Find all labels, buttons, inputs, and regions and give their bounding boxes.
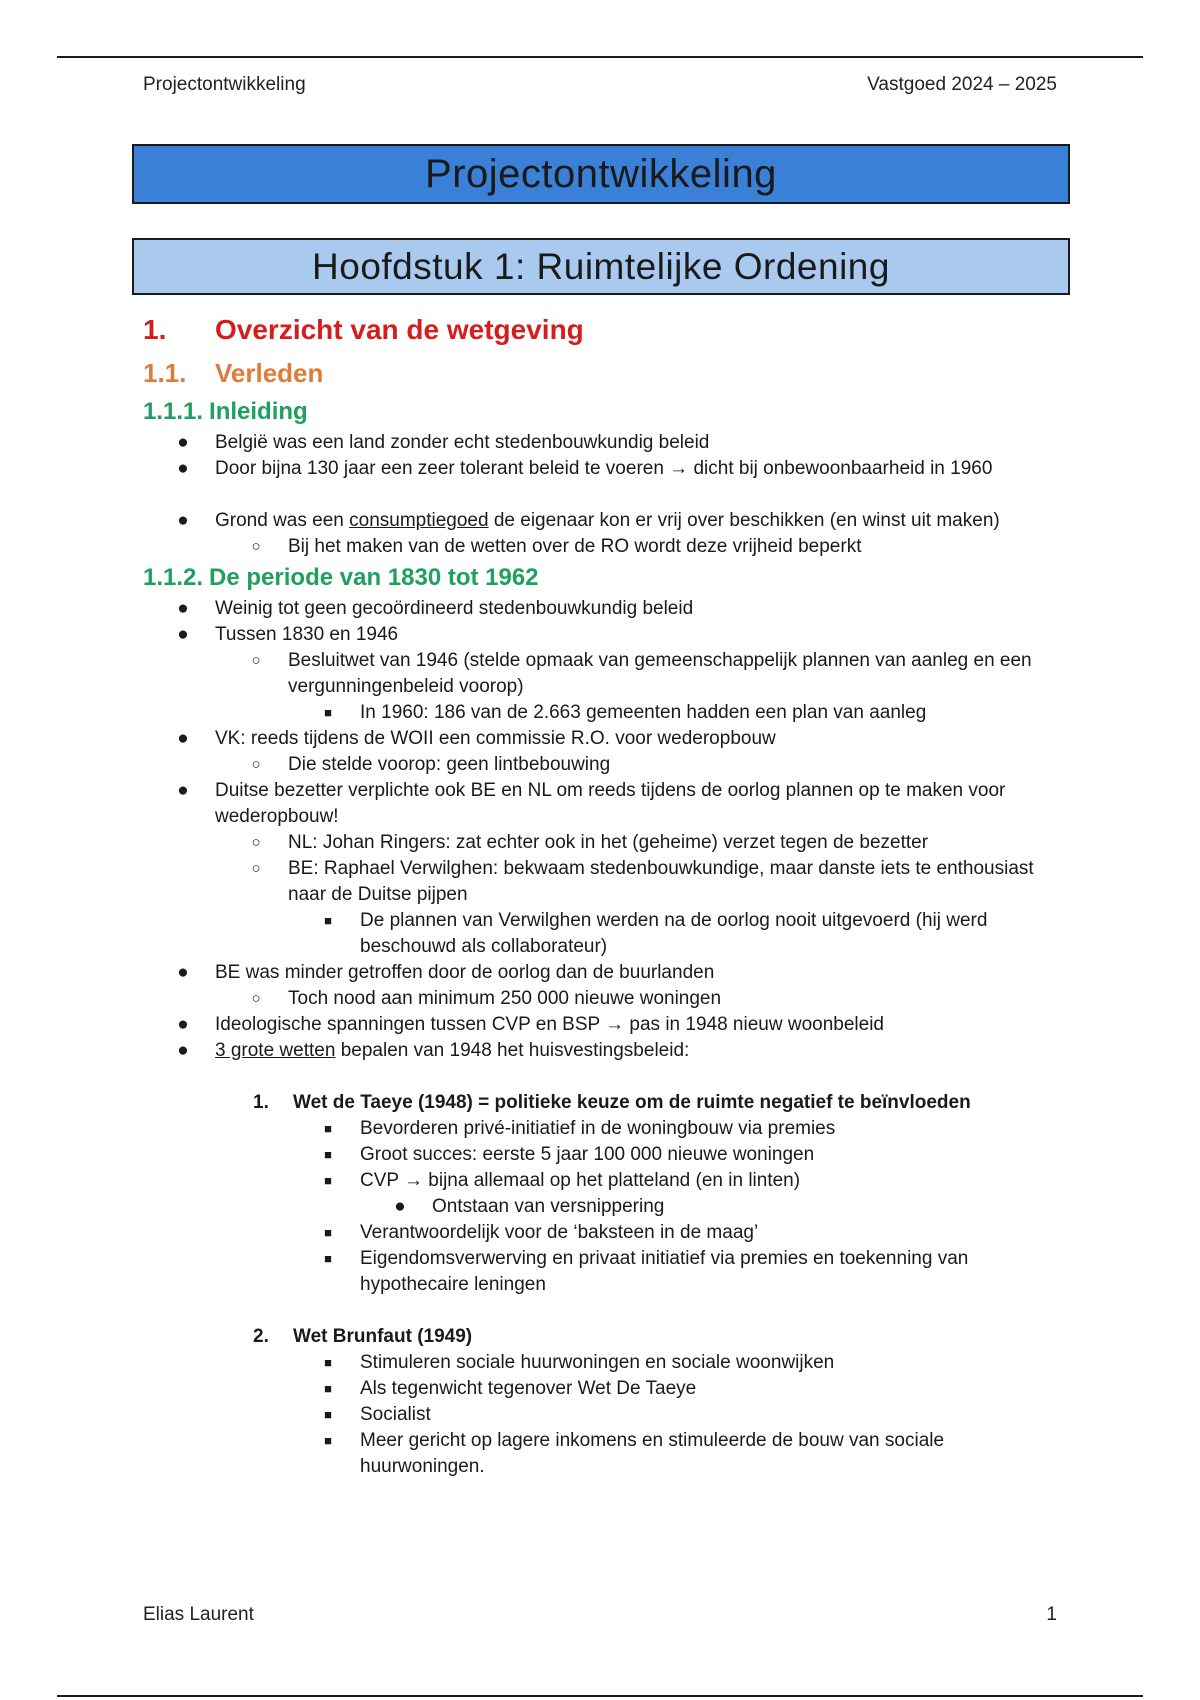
- list-item-text: Eigendomsverwerving en privaat initiatief via premies en toekenning van hypothecaire leningen: [360, 1248, 969, 1295]
- list-item: [143, 1142, 1063, 1168]
- list-item-text: VK: reeds tijdens de WOII een commissie R.O. voor wederopbouw: [215, 728, 776, 749]
- heading-level-3: [143, 394, 1063, 430]
- square-bullet-icon: ■: [324, 1381, 332, 1396]
- list-item-text: BE: Raphael Verwilghen: bekwaam stedenbouwkundige, maar danste iets te enthousiast naar de Duitse pijpen: [288, 858, 1034, 905]
- list-item: [143, 508, 1063, 534]
- circle-bullet-icon: ○: [251, 834, 261, 851]
- circle-bullet-icon: ○: [251, 756, 261, 773]
- list-item: [143, 1428, 1063, 1480]
- square-bullet-icon: ■: [324, 1355, 332, 1370]
- heading-text: Overzicht van de wetgeving: [215, 314, 584, 345]
- list-item-text: NL: Johan Ringers: zat echter ook in het (geheime) verzet tegen de bezetter: [288, 832, 929, 853]
- list-item: [143, 908, 1063, 960]
- list-item-text: Door bijna 130 jaar een zeer tolerant beleid te voeren → dicht bij onbewoonbaarheid in 1960: [215, 458, 993, 479]
- heading-level-1: [143, 308, 1063, 352]
- list-item: [143, 778, 1063, 830]
- list-item-text: CVP → bijna allemaal op het platteland (en in linten): [360, 1170, 801, 1191]
- square-bullet-icon: ■: [324, 1173, 332, 1188]
- square-bullet-icon: ■: [324, 705, 332, 720]
- list-item: [143, 1246, 1063, 1298]
- list-item-text: Stimuleren sociale huurwoningen en sociale woonwijken: [360, 1352, 835, 1373]
- document-body: [143, 308, 1063, 1480]
- list-item-underlined-text: 3 grote wetten: [215, 1040, 336, 1061]
- list-item: [143, 534, 1063, 560]
- square-bullet-icon: ■: [324, 1147, 332, 1162]
- list-item-underlined-text: consumptiegoed: [349, 510, 489, 531]
- bullet-icon: ●: [177, 1040, 189, 1061]
- list-item-text: Verantwoordelijk voor de ‘baksteen in de maag’: [360, 1222, 759, 1243]
- circle-bullet-icon: ○: [251, 860, 261, 877]
- bottom-rule: [57, 1695, 1143, 1697]
- list-item-text-post: de eigenaar kon er vrij over beschikken (en winst uit maken): [488, 510, 1000, 531]
- header-left: Projectontwikkeling: [143, 74, 306, 95]
- list-item-text: De plannen van Verwilghen werden na de oorlog nooit uitgevoerd (hij werd beschouwd als collaborateur): [360, 910, 988, 957]
- top-rule: [57, 56, 1143, 58]
- list-item: [143, 648, 1063, 700]
- list-item: [143, 726, 1063, 752]
- bullet-icon: ●: [177, 1014, 189, 1035]
- document-title: [132, 144, 1070, 204]
- square-bullet-icon: ■: [324, 1433, 332, 1448]
- list-item: [143, 1220, 1063, 1246]
- list-item-text: BE was minder getroffen door de oorlog dan de buurlanden: [215, 962, 715, 983]
- bullet-icon: ●: [177, 780, 189, 801]
- list-item-text: Ideologische spanningen tussen CVP en BSP → pas in 1948 nieuw woonbeleid: [215, 1014, 884, 1035]
- bullet-icon: ●: [177, 458, 189, 479]
- heading-text: Verleden: [215, 357, 324, 388]
- spacer: [143, 482, 1063, 508]
- list-item: [143, 596, 1063, 622]
- item-number: 2.: [253, 1326, 269, 1347]
- list-item-text: Besluitwet van 1946 (stelde opmaak van gemeenschappelijk plannen van aanleg en een vergunningenbeleid voorop): [288, 650, 1032, 697]
- bullet-icon: ●: [177, 624, 189, 645]
- list-item: [143, 1194, 1063, 1220]
- bullet-icon: ●: [177, 728, 189, 749]
- list-item: [143, 1038, 1063, 1064]
- bullet-icon: ●: [177, 962, 189, 983]
- item-number: 1.: [253, 1092, 269, 1113]
- list-item-text: Duitse bezetter verplichte ook BE en NL om reeds tijdens de oorlog plannen op te maken voor wederopbouw!: [215, 780, 1006, 827]
- heading-number: 1.1.2.: [143, 564, 204, 591]
- square-bullet-icon: ■: [324, 1121, 332, 1136]
- list-item: [143, 1376, 1063, 1402]
- list-item: [143, 1350, 1063, 1376]
- list-item-text: Meer gericht op lagere inkomens en stimuleerde de bouw van sociale huurwoningen.: [360, 1430, 945, 1477]
- list-item: [143, 622, 1063, 648]
- square-bullet-icon: ■: [324, 913, 332, 928]
- list-item: [143, 700, 1063, 726]
- heading-number: 1.: [143, 314, 167, 345]
- list-item-text: Socialist: [360, 1404, 431, 1425]
- header-right: Vastgoed 2024 – 2025: [867, 74, 1057, 95]
- numbered-item: [143, 1090, 1063, 1116]
- circle-bullet-icon: ○: [251, 990, 261, 1007]
- page-number: 1: [1046, 1604, 1057, 1625]
- circle-bullet-icon: ○: [251, 538, 261, 555]
- numbered-item-title: Wet Brunfaut (1949): [293, 1326, 473, 1347]
- heading-number: 1.1.: [143, 357, 187, 388]
- list-item: [143, 456, 1063, 482]
- heading-level-2: [143, 352, 1063, 394]
- heading-level-3: [143, 560, 1063, 596]
- list-item-text-pre: Grond was een: [215, 510, 350, 531]
- list-item-text: Bevorderen privé-initiatief in de woningbouw via premies: [360, 1118, 836, 1139]
- heading-text: Inleiding: [209, 398, 308, 425]
- footer-author: Elias Laurent: [143, 1604, 254, 1625]
- bullet-icon: ●: [177, 432, 189, 453]
- list-item: [143, 430, 1063, 456]
- numbered-item-title: Wet de Taeye (1948) = politieke keuze om de ruimte negatief te beïnvloeden: [293, 1092, 971, 1113]
- list-item-text: Bij het maken van de wetten over de RO wordt deze vrijheid beperkt: [288, 536, 862, 557]
- list-item: [143, 1116, 1063, 1142]
- bullet-icon: ●: [394, 1196, 406, 1217]
- square-bullet-icon: ■: [324, 1225, 332, 1240]
- list-item-text: In 1960: 186 van de 2.663 gemeenten hadden een plan van aanleg: [360, 702, 927, 723]
- list-item-text: Ontstaan van versnippering: [432, 1196, 665, 1217]
- chapter-title: [132, 238, 1070, 295]
- bullet-icon: ●: [177, 510, 189, 531]
- list-item: [143, 856, 1063, 908]
- square-bullet-icon: ■: [324, 1407, 332, 1422]
- list-item-text: Groot succes: eerste 5 jaar 100 000 nieuwe woningen: [360, 1144, 815, 1165]
- bullet-icon: ●: [177, 598, 189, 619]
- list-item-text-post: bepalen van 1948 het huisvestingsbeleid:: [335, 1040, 690, 1061]
- list-item: [143, 830, 1063, 856]
- square-bullet-icon: ■: [324, 1251, 332, 1266]
- spacer: [143, 1064, 1063, 1090]
- list-item: [143, 1168, 1063, 1194]
- document-title-text: Projectontwikkeling: [425, 151, 777, 196]
- heading-text: De periode van 1830 tot 1962: [209, 564, 539, 591]
- list-item-text: Die stelde voorop: geen lintbebouwing: [288, 754, 611, 775]
- list-item-text: Weinig tot geen gecoördineerd stedenbouwkundig beleid: [215, 598, 694, 619]
- list-item-text: Tussen 1830 en 1946: [215, 624, 399, 645]
- circle-bullet-icon: ○: [251, 652, 261, 669]
- chapter-title-text: Hoofdstuk 1: Ruimtelijke Ordening: [312, 245, 890, 287]
- list-item-text: Toch nood aan minimum 250 000 nieuwe woningen: [288, 988, 722, 1009]
- list-item: [143, 960, 1063, 986]
- numbered-item: [143, 1324, 1063, 1350]
- list-item-text: België was een land zonder echt stedenbouwkundig beleid: [215, 432, 710, 453]
- spacer: [143, 1298, 1063, 1324]
- list-item: [143, 752, 1063, 778]
- heading-number: 1.1.1.: [143, 398, 204, 425]
- list-item-text: Als tegenwicht tegenover Wet De Taeye: [360, 1378, 697, 1399]
- list-item: [143, 1402, 1063, 1428]
- list-item: [143, 986, 1063, 1012]
- list-item: [143, 1012, 1063, 1038]
